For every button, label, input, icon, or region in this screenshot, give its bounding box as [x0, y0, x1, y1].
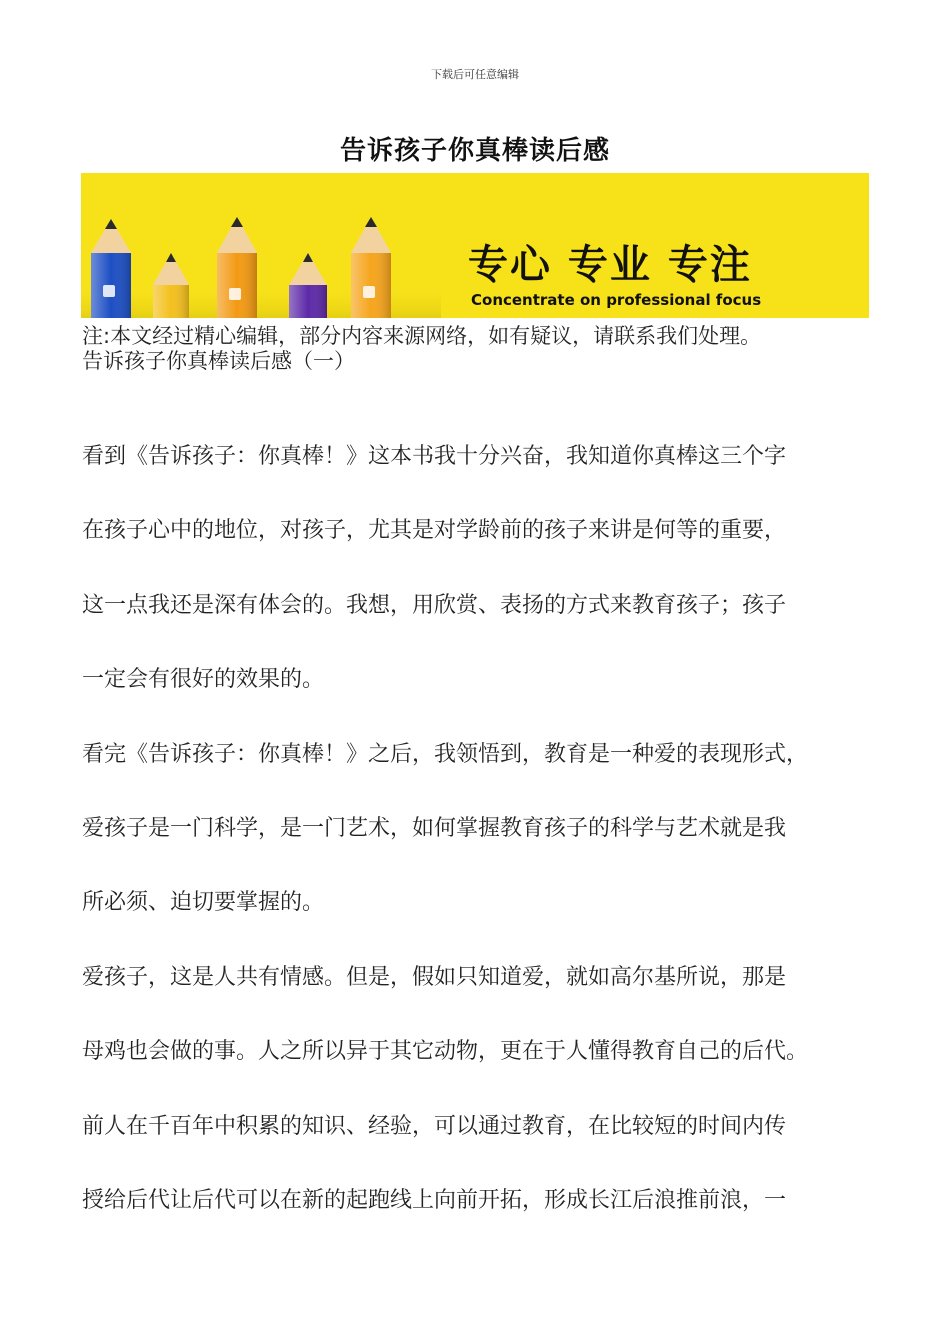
body-line: 前人在千百年中积累的知识、经验，可以通过教育，在比较短的时间内传 [82, 1113, 787, 1139]
blue-pencil-icon [91, 219, 131, 318]
body-line: 看到《告诉孩子：你真棒！》这本书我十分兴奋，我知道你真棒这三个字 [82, 444, 787, 469]
body-line: 在孩子心中的地位，对孩子，尤其是对学龄前的孩子来讲是何等的重要， [82, 518, 787, 544]
document-title: 告诉孩子你真棒读后感 [339, 136, 610, 166]
banner-slogan: 专心 专业 专注 [468, 242, 752, 288]
banner-slogan-english: Concentrate on professional focus [471, 291, 762, 309]
body-line: 爱孩子是一门科学，是一门艺术，如何掌握教育孩子的科学与艺术就是我 [82, 815, 787, 841]
editing-notice: 注:本文经过精心编辑，部分内容来源网络，如有疑议，请联系我们处理。 [82, 324, 762, 348]
body-line: 一定会有很好的效果的。 [82, 667, 325, 693]
section-heading: 告诉孩子你真棒读后感（一） [82, 349, 355, 373]
body-line: 母鸡也会做的事。人之所以异于其它动物，更在于人懂得教育自己的后代。 [82, 1039, 809, 1065]
purple-pencil-icon [289, 253, 327, 318]
header-note: 下载后可任意编辑 [431, 68, 519, 81]
body-line: 授给后代让后代可以在新的起跑线上向前开拓，形成长江后浪推前浪，一 [82, 1187, 787, 1213]
body-line: 所必须、迫切要掌握的。 [82, 890, 325, 916]
body-line: 爱孩子，这是人共有情感。但是，假如只知道爱，就如高尔基所说，那是 [82, 964, 787, 990]
orange-yellow-pencil-icon [351, 217, 391, 318]
body-line: 这一点我还是深有体会的。我想，用欣赏、表扬的方式来教育孩子；孩子 [82, 592, 787, 618]
yellow-pencil-icon [153, 253, 189, 318]
banner-image [81, 173, 869, 318]
body-text [82, 420, 902, 1238]
body-line: 看完《告诉孩子：你真棒！》之后，我领悟到，教育是一种爱的表现形式， [82, 741, 809, 767]
orange-pencil-icon [217, 217, 257, 318]
